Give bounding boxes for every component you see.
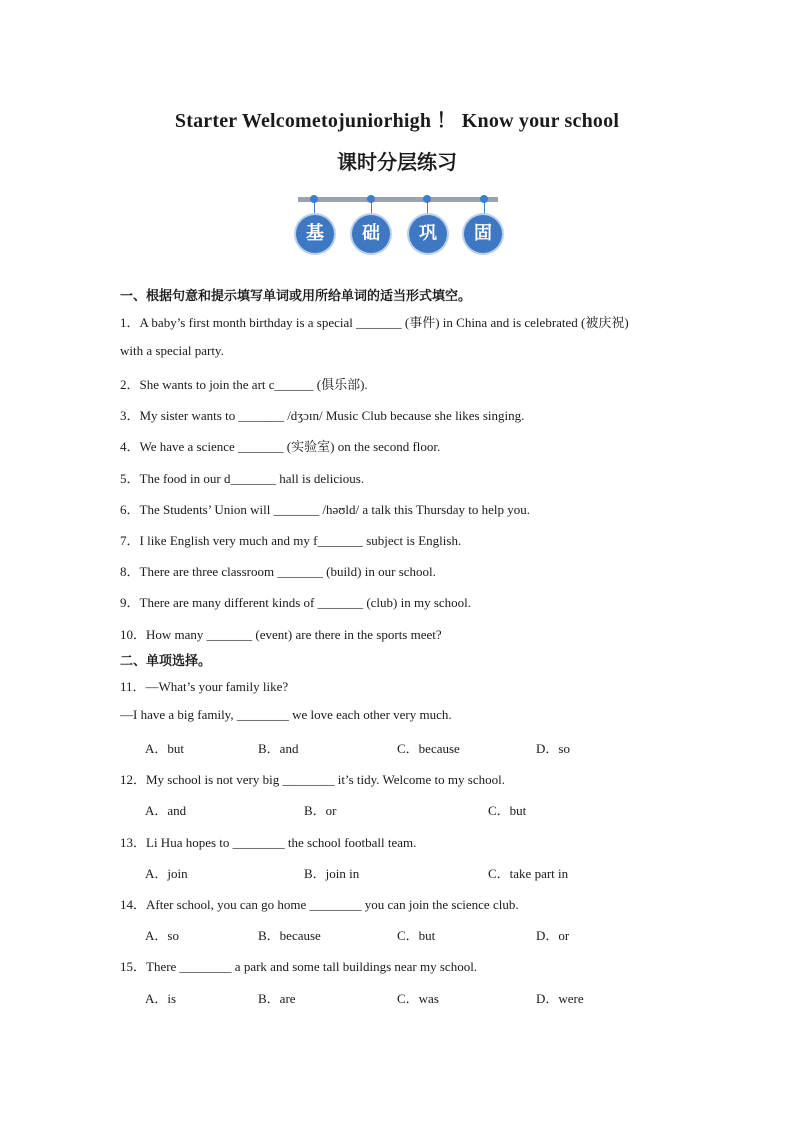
banner-char-2: 础 bbox=[352, 215, 390, 253]
q14-option-b: B．because bbox=[258, 928, 321, 943]
banner-char-4: 固 bbox=[464, 215, 502, 253]
q14-option-c: C．but bbox=[397, 928, 436, 943]
banner-char-1: 基 bbox=[296, 215, 334, 253]
question-8: 8．There are three classroom _______ (build) in our school. bbox=[120, 564, 436, 579]
q12-option-b: B．or bbox=[304, 803, 337, 818]
banner-char-3: 巩 bbox=[409, 215, 447, 253]
question-1-line-2: with a special party. bbox=[120, 343, 224, 358]
q13-option-a: A．join bbox=[145, 866, 188, 881]
question-11-line-1: 11．—What’s your family like? bbox=[120, 679, 289, 694]
q15-option-a: A．is bbox=[145, 991, 177, 1006]
question-1-line-1: 1．A baby’s first month birthday is a special _______ (事件) in China and is celebrated (被庆祝) bbox=[120, 315, 629, 330]
banner-bar bbox=[298, 197, 498, 202]
banner-stem bbox=[314, 202, 315, 216]
section-2-heading: 二、单项选择。 bbox=[120, 654, 212, 669]
question-14: 14．After school, you can go home ________ you can join the science club. bbox=[120, 897, 519, 912]
question-15: 15．There ________ a park and some tall buildings near my school. bbox=[120, 959, 478, 974]
banner-stem bbox=[427, 202, 428, 216]
question-2: 2．She wants to join the art c______ (俱乐部). bbox=[120, 377, 368, 392]
page-title: Starter Welcometojuniorhigh ！ Know your school bbox=[174, 110, 620, 132]
foundation-banner bbox=[296, 194, 502, 256]
question-3: 3．My sister wants to _______ /dʒɔɪn/ Music Club because she likes singing. bbox=[120, 408, 525, 423]
q15-option-b: B．are bbox=[258, 991, 296, 1006]
question-4: 4．We have a science _______ (实验室) on the second floor. bbox=[120, 439, 441, 454]
question-13: 13．Li Hua hopes to ________ the school football team. bbox=[120, 835, 417, 850]
q15-option-c: C．was bbox=[397, 991, 439, 1006]
section-1-heading: 一、根据句意和提示填写单词或用所给单词的适当形式填空。 bbox=[120, 289, 472, 304]
banner-stem bbox=[371, 202, 372, 216]
question-9: 9．There are many different kinds of _______ (club) in my school. bbox=[120, 595, 472, 610]
question-10: 10．How many _______ (event) are there in the sports meet? bbox=[120, 627, 442, 642]
q11-option-c: C．because bbox=[397, 741, 460, 756]
q11-option-b: B．and bbox=[258, 741, 299, 756]
q12-option-c: C．but bbox=[488, 803, 527, 818]
question-7: 7．I like English very much and my f_______ subject is English. bbox=[120, 533, 462, 548]
q13-option-b: B．join in bbox=[304, 866, 360, 881]
q14-option-d: D．or bbox=[536, 928, 570, 943]
question-6: 6．The Students’ Union will _______ /həʊld/ a talk this Thursday to help you. bbox=[120, 502, 530, 517]
q14-option-a: A．so bbox=[145, 928, 179, 943]
q11-option-d: D．so bbox=[536, 741, 570, 756]
q15-option-d: D．were bbox=[536, 991, 584, 1006]
question-5: 5．The food in our d_______ hall is delicious. bbox=[120, 471, 365, 486]
q13-option-c: C．take part in bbox=[488, 866, 569, 881]
q12-option-a: A．and bbox=[145, 803, 187, 818]
question-12: 12．My school is not very big ________ it’s tidy. Welcome to my school. bbox=[120, 772, 505, 787]
banner-stem bbox=[484, 202, 485, 216]
page-subtitle: 课时分层练习 bbox=[337, 150, 457, 174]
question-11-line-2: —I have a big family, ________ we love each other very much. bbox=[120, 707, 452, 722]
q11-option-a: A．but bbox=[145, 741, 185, 756]
